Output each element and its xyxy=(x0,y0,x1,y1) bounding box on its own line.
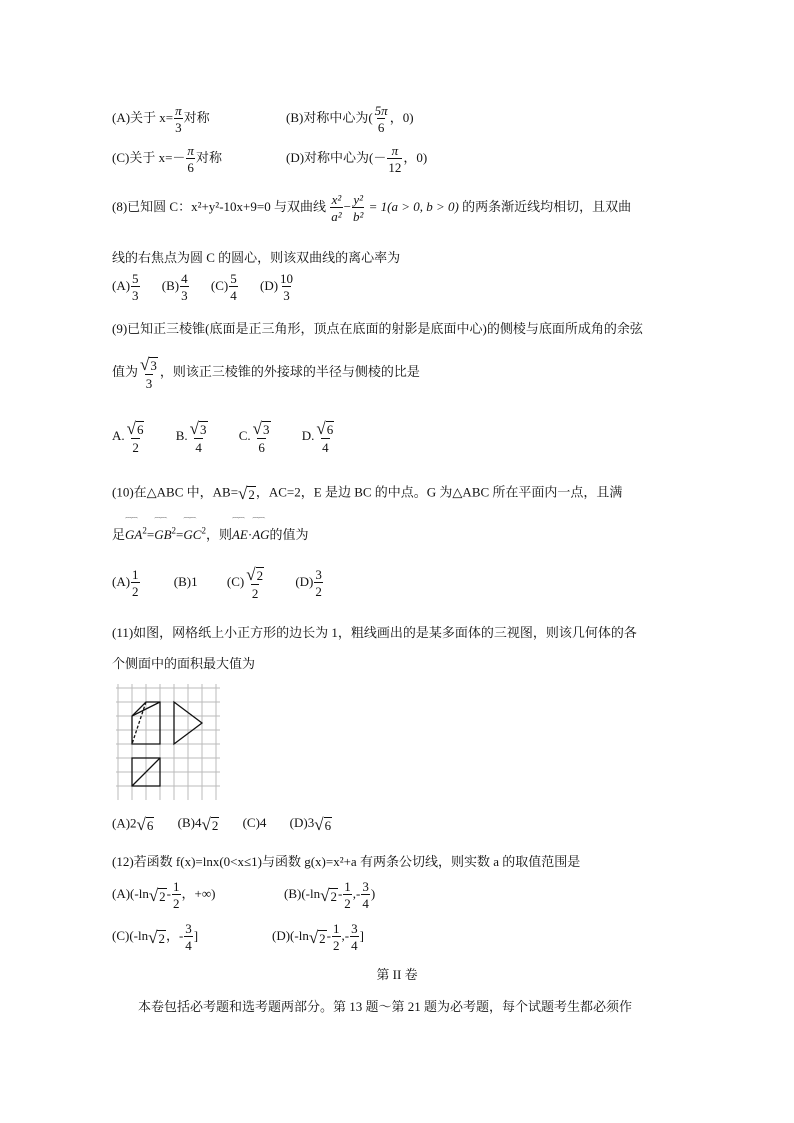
q11-stem-line1: (11)如图，网格纸上小正方形的边长为 1，粗线画出的是某多面体的三视图，则该几何体的各 xyxy=(112,625,637,640)
q12-option-c: (C)(-ln√2，- $\frac{3}{4}$ ] xyxy=(112,921,199,953)
q10-stem-line2: 足⌒⌒ $GA^2=⌒⌒$ $GB^2=⌒⌒$ $GC^2$，则⌒⌒ AE·⌒⌒ AG的值为 xyxy=(112,522,309,541)
q10-options: (A) $\frac{1}{2}$ (B)1 (C) $\frac{√2}{2}$ (D) $\frac{3}{2}$ xyxy=(112,565,322,601)
q10-stem-line1: (10)在△ABC 中，AB=√2，AC=2，E 是边 BC 的中点。G 为△ABC 所在平面内一点，且满 xyxy=(112,484,623,503)
q12-option-d: (D)(-ln√2- $\frac{1}{2}$ ,- $\frac{3}{4}$ ] xyxy=(272,921,364,953)
section-title: 第 II 卷 xyxy=(376,967,418,982)
q12-option-a: (A)(-ln√2- $\frac{1}{2}$ ，+∞) xyxy=(112,879,216,911)
q11-options: (A)2√6 (B)4√2 (C)4 (D)3√6 xyxy=(112,815,332,834)
q7-option-b: (B)对称中心为( $\frac{5\pi}{6}$ ，0) xyxy=(286,103,414,135)
q11-stem-line2: 个侧面中的面积最大值为 xyxy=(112,656,256,671)
section-intro: 本卷包括必考题和选考题两部分。第 13 题～第 21 题为必考题，每个试题考生都必须作 xyxy=(138,999,633,1014)
q7-option-c: (C)关于 x=－ $\frac{\pi}{6}$ 对称 xyxy=(112,143,222,175)
q8-stem-line1: (8)已知圆 C：x²+y²-10x+9=0 与双曲线 $\frac{\text{x²}}{\text{a²}}$ − $\frac{\text{y²}}{\text{b²}}$ = 1(a > 0, b > 0) 的两条渐近线均相切，且双曲 xyxy=(112,192,632,224)
q9-stem-line1: (9)已知正三棱锥(底面是正三角形，顶点在底面的射影是底面中心)的侧棱与底面所成角的余弦 xyxy=(112,321,643,336)
q12-option-b: (B)(-ln√2- $\frac{1}{2}$ ,- $\frac{3}{4}$ ) xyxy=(284,879,376,911)
q8-options: (A) $\frac{5}{3}$ (B) $\frac{4}{3}$ (C) $\frac{5}{4}$ (D) $\frac{10}{3}$ xyxy=(112,271,294,303)
q7-option-d: (D)对称中心为(－ $\frac{\pi}{12}$ ，0) xyxy=(286,143,428,175)
q12-stem: (12)若函数 f(x)=lnx(0<x≤1)与函数 g(x)=x²+a 有两条公切线，则实数 a 的取值范围是 xyxy=(112,854,581,869)
q9-options: A. $\frac{√6}{2}$ B. $\frac{√3}{4}$ C. $\frac{√3}{6}$ D. $\frac{√6}{4}$ xyxy=(112,419,334,455)
q9-stem-line2: 值为 $\frac{√3}{3}$ ，则该正三棱锥的外接球的半径与侧棱的比是 xyxy=(112,355,420,391)
q7-option-a: (A)关于 x= $\frac{\pi}{3}$ 对称 xyxy=(112,103,210,135)
q8-stem-line2: 线的右焦点为圆 C 的圆心，则该双曲线的离心率为 xyxy=(112,250,401,265)
three-view-diagram xyxy=(116,684,220,800)
